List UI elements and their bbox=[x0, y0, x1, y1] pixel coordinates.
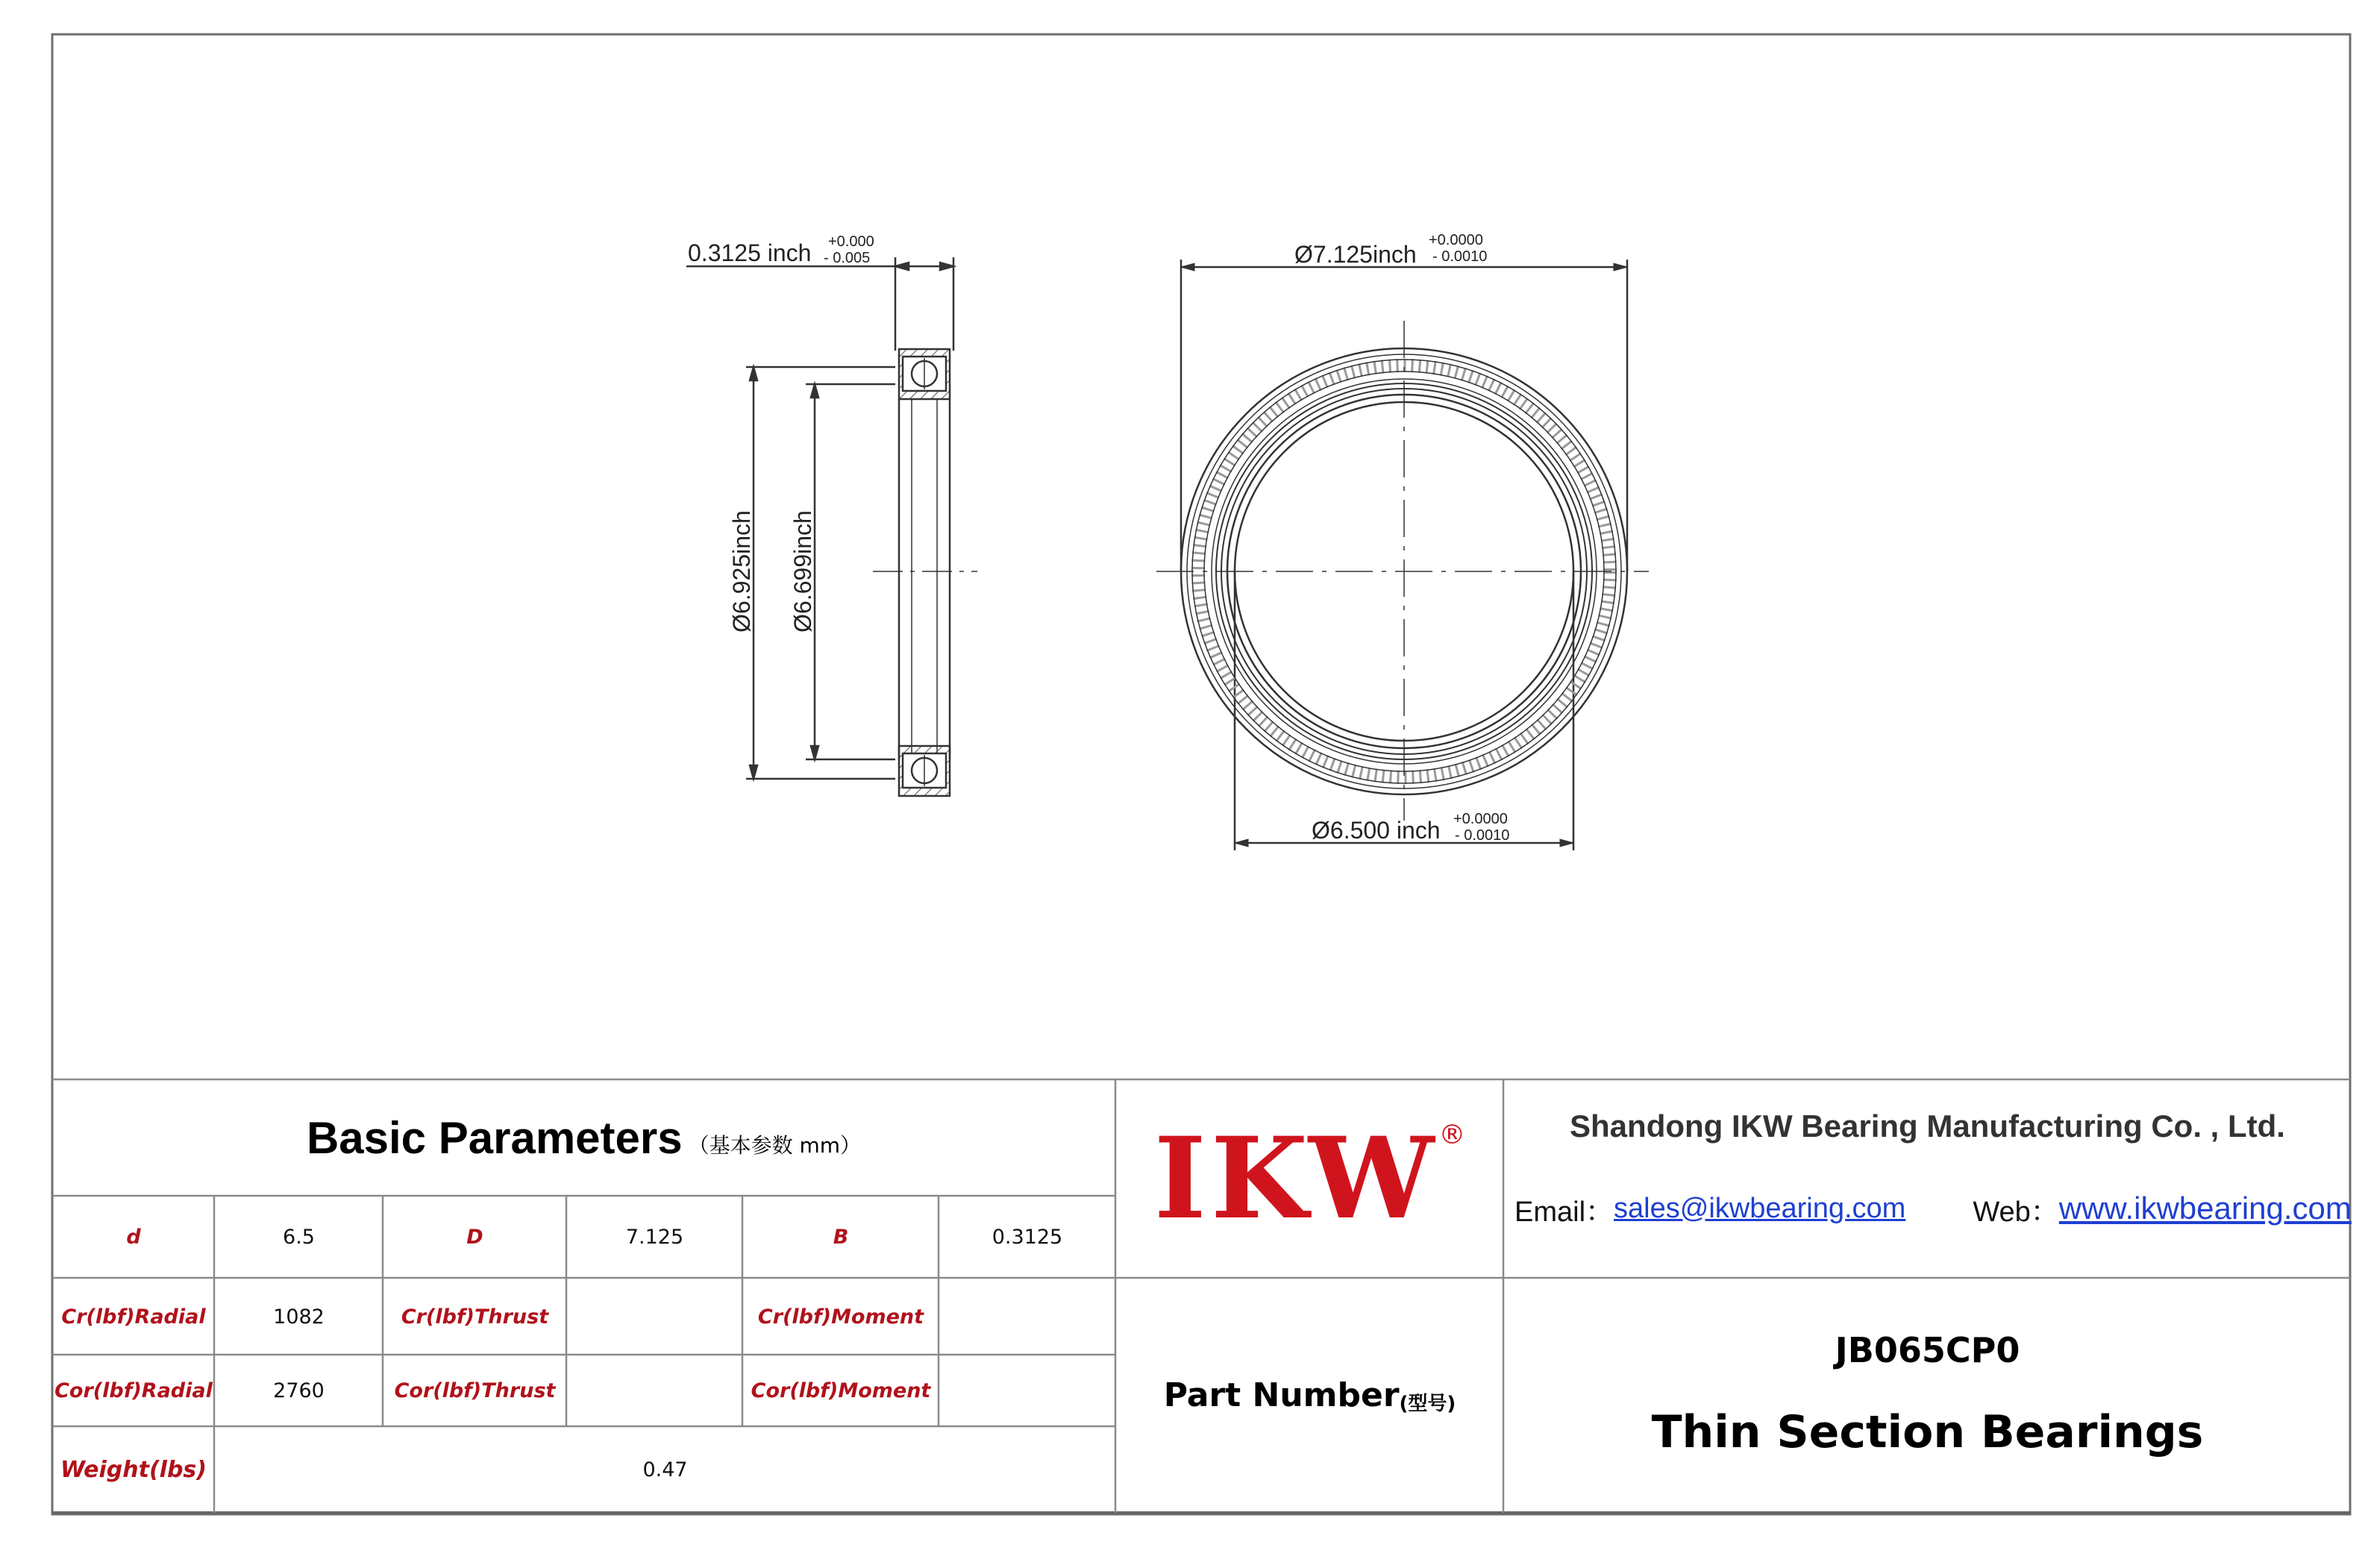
outer-dia-side-label: Ø6.925inch bbox=[728, 510, 755, 633]
inner-dia-side-label: Ø6.699inch bbox=[789, 510, 816, 633]
company-name: Shandong IKW Bearing Manufacturing Co. , Ltd. bbox=[1570, 1108, 2285, 1144]
part-label: Part Number bbox=[1163, 1376, 1400, 1414]
value-cor-radial: 2760 bbox=[273, 1379, 325, 1402]
outer-dia-label: Ø7.125inch bbox=[1294, 241, 1417, 268]
label-cr-thrust: Cr(lbf)Thrust bbox=[401, 1305, 549, 1329]
front-view-labels bbox=[1294, 232, 1509, 844]
web-link[interactable]: www.ikwbearing.com bbox=[2058, 1191, 2352, 1226]
value-weight: 0.47 bbox=[642, 1458, 688, 1481]
label-cr-moment: Cr(lbf)Moment bbox=[757, 1305, 924, 1329]
logo-cell bbox=[1117, 1081, 1503, 1276]
part-number: JB065CP0 bbox=[1835, 1330, 2020, 1370]
web-label: Web： bbox=[1973, 1196, 2059, 1228]
registered-mark: ® bbox=[1438, 1120, 1466, 1150]
value-cr-moment bbox=[940, 1279, 1115, 1354]
bore-dia-label: Ø6.500 inch bbox=[1312, 817, 1441, 844]
bore-dia-tol-minus: - 0.0010 bbox=[1455, 827, 1510, 844]
outer-dia-tol-plus: +0.0000 bbox=[1429, 232, 1483, 248]
outer-dia-tol-minus: - 0.0010 bbox=[1432, 248, 1488, 265]
value-D: 7.125 bbox=[625, 1225, 684, 1249]
side-width-tol-plus: +0.000 bbox=[828, 233, 874, 250]
side-width-tol-minus: - 0.005 bbox=[824, 250, 871, 266]
front-view bbox=[1156, 260, 1649, 850]
ikw-logo: IKW bbox=[1153, 1113, 1439, 1244]
params-title-cell bbox=[54, 1081, 1114, 1194]
label-cor-thrust: Cor(lbf)Thrust bbox=[394, 1379, 556, 1402]
bore-dia-tol-plus: +0.0000 bbox=[1453, 811, 1508, 827]
params-title-note: （基本参数 mm） bbox=[688, 1133, 862, 1158]
label-cor-radial: Cor(lbf)Radial bbox=[54, 1379, 213, 1402]
value-cr-radial: 1082 bbox=[273, 1305, 325, 1329]
value-cr-thrust bbox=[568, 1279, 742, 1354]
part-label-note: (型号) bbox=[1399, 1393, 1456, 1415]
email-label: Email： bbox=[1515, 1196, 1614, 1228]
part-label-cell bbox=[1117, 1279, 1503, 1511]
value-d: 6.5 bbox=[283, 1225, 315, 1249]
label-d: d bbox=[126, 1225, 141, 1249]
params-title: Basic Parameters bbox=[306, 1112, 683, 1163]
label-weight: Weight(lbs) bbox=[60, 1456, 207, 1483]
value-B: 0.3125 bbox=[992, 1225, 1063, 1249]
label-D: D bbox=[466, 1225, 483, 1249]
contact-line bbox=[1515, 1186, 2352, 1231]
side-width-label: 0.3125 inch bbox=[688, 239, 812, 266]
label-cor-moment: Cor(lbf)Moment bbox=[751, 1379, 931, 1402]
value-cor-moment bbox=[940, 1356, 1115, 1426]
label-B: B bbox=[833, 1225, 849, 1249]
side-view-labels bbox=[688, 233, 874, 633]
value-cor-thrust bbox=[568, 1356, 742, 1426]
part-type: Thin Section Bearings bbox=[1651, 1406, 2204, 1458]
email-link[interactable]: sales@ikwbearing.com bbox=[1614, 1192, 1906, 1224]
label-cr-radial: Cr(lbf)Radial bbox=[61, 1305, 206, 1329]
